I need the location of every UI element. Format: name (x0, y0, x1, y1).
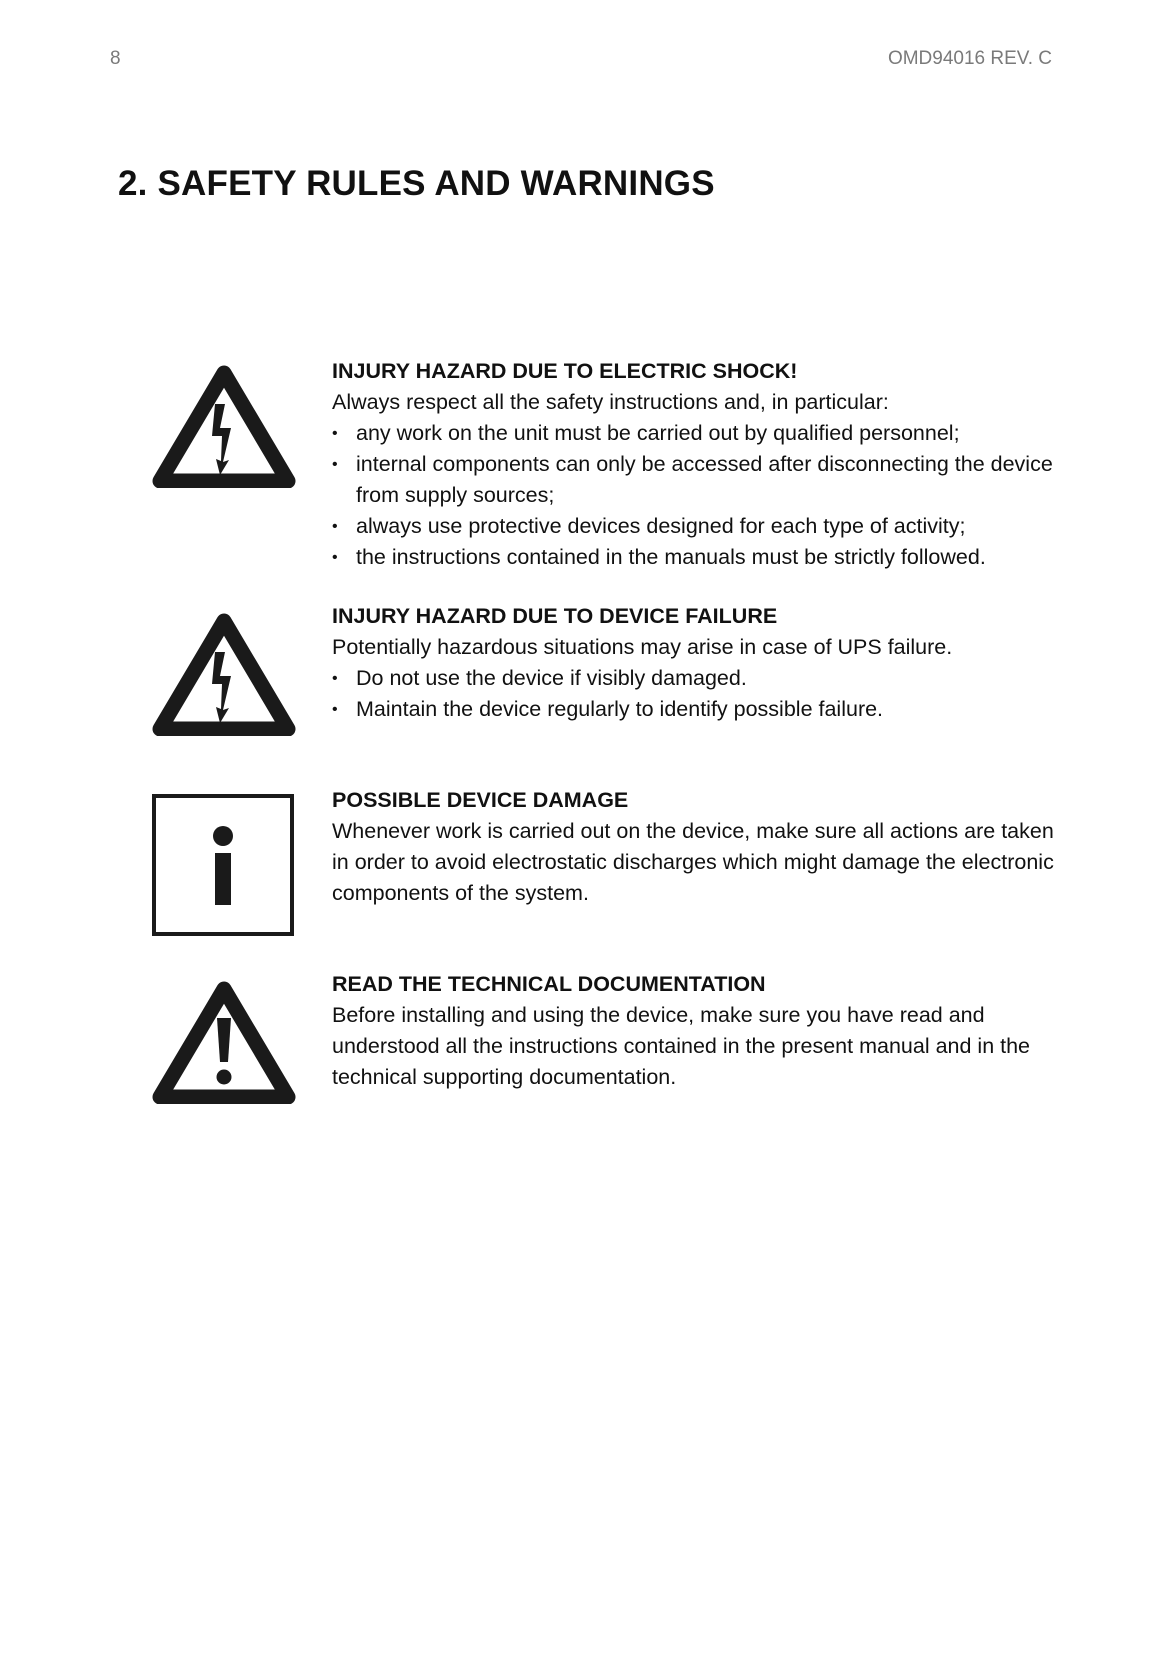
notice-bullet-list (332, 418, 1062, 573)
list-item: • always use protective devices designed for each type of activity; (332, 511, 1062, 542)
list-item: • the instructions contained in the manuals must be strictly followed. (332, 542, 1062, 573)
page-number: 8 (110, 48, 121, 69)
document-code: OMD94016 REV. C (887, 48, 1052, 69)
notice-body: Always respect all the safety instructions and, in particular: (332, 390, 889, 414)
list-item: • Maintain the device regularly to identify possible failure. (332, 694, 1062, 725)
notice-bullet-list (332, 663, 1062, 725)
general-warning-icon (152, 980, 296, 1104)
list-item: • Do not use the device if visibly damaged. (332, 663, 1062, 694)
electric-hazard-icon (152, 612, 296, 736)
notice-body: Potentially hazardous situations may arise in case of UPS failure. (332, 635, 953, 659)
electric-hazard-icon (152, 364, 296, 488)
notice-heading: INJURY HAZARD DUE TO ELECTRIC SHOCK! (332, 359, 798, 383)
notice-body: Before installing and using the device, make sure you have read and understood all the instructions contained in the present manual and in the technical supporting documentation. (332, 1003, 1031, 1089)
notice-heading: READ THE TECHNICAL DOCUMENTATION (332, 972, 766, 996)
notice-heading: POSSIBLE DEVICE DAMAGE (332, 788, 629, 812)
list-item: • internal components can only be accessed after disconnecting the device from supply sources; (332, 449, 1062, 511)
list-item: • any work on the unit must be carried out by qualified personnel; (332, 418, 1062, 449)
information-icon (152, 794, 296, 938)
section-title: 2. SAFETY RULES AND WARNINGS (118, 164, 715, 203)
notice-heading: INJURY HAZARD DUE TO DEVICE FAILURE (332, 604, 778, 628)
notice-body: Whenever work is carried out on the device, make sure all actions are taken in order to avoid electrostatic discharges which might damage the electronic components of the system. (332, 819, 1054, 905)
